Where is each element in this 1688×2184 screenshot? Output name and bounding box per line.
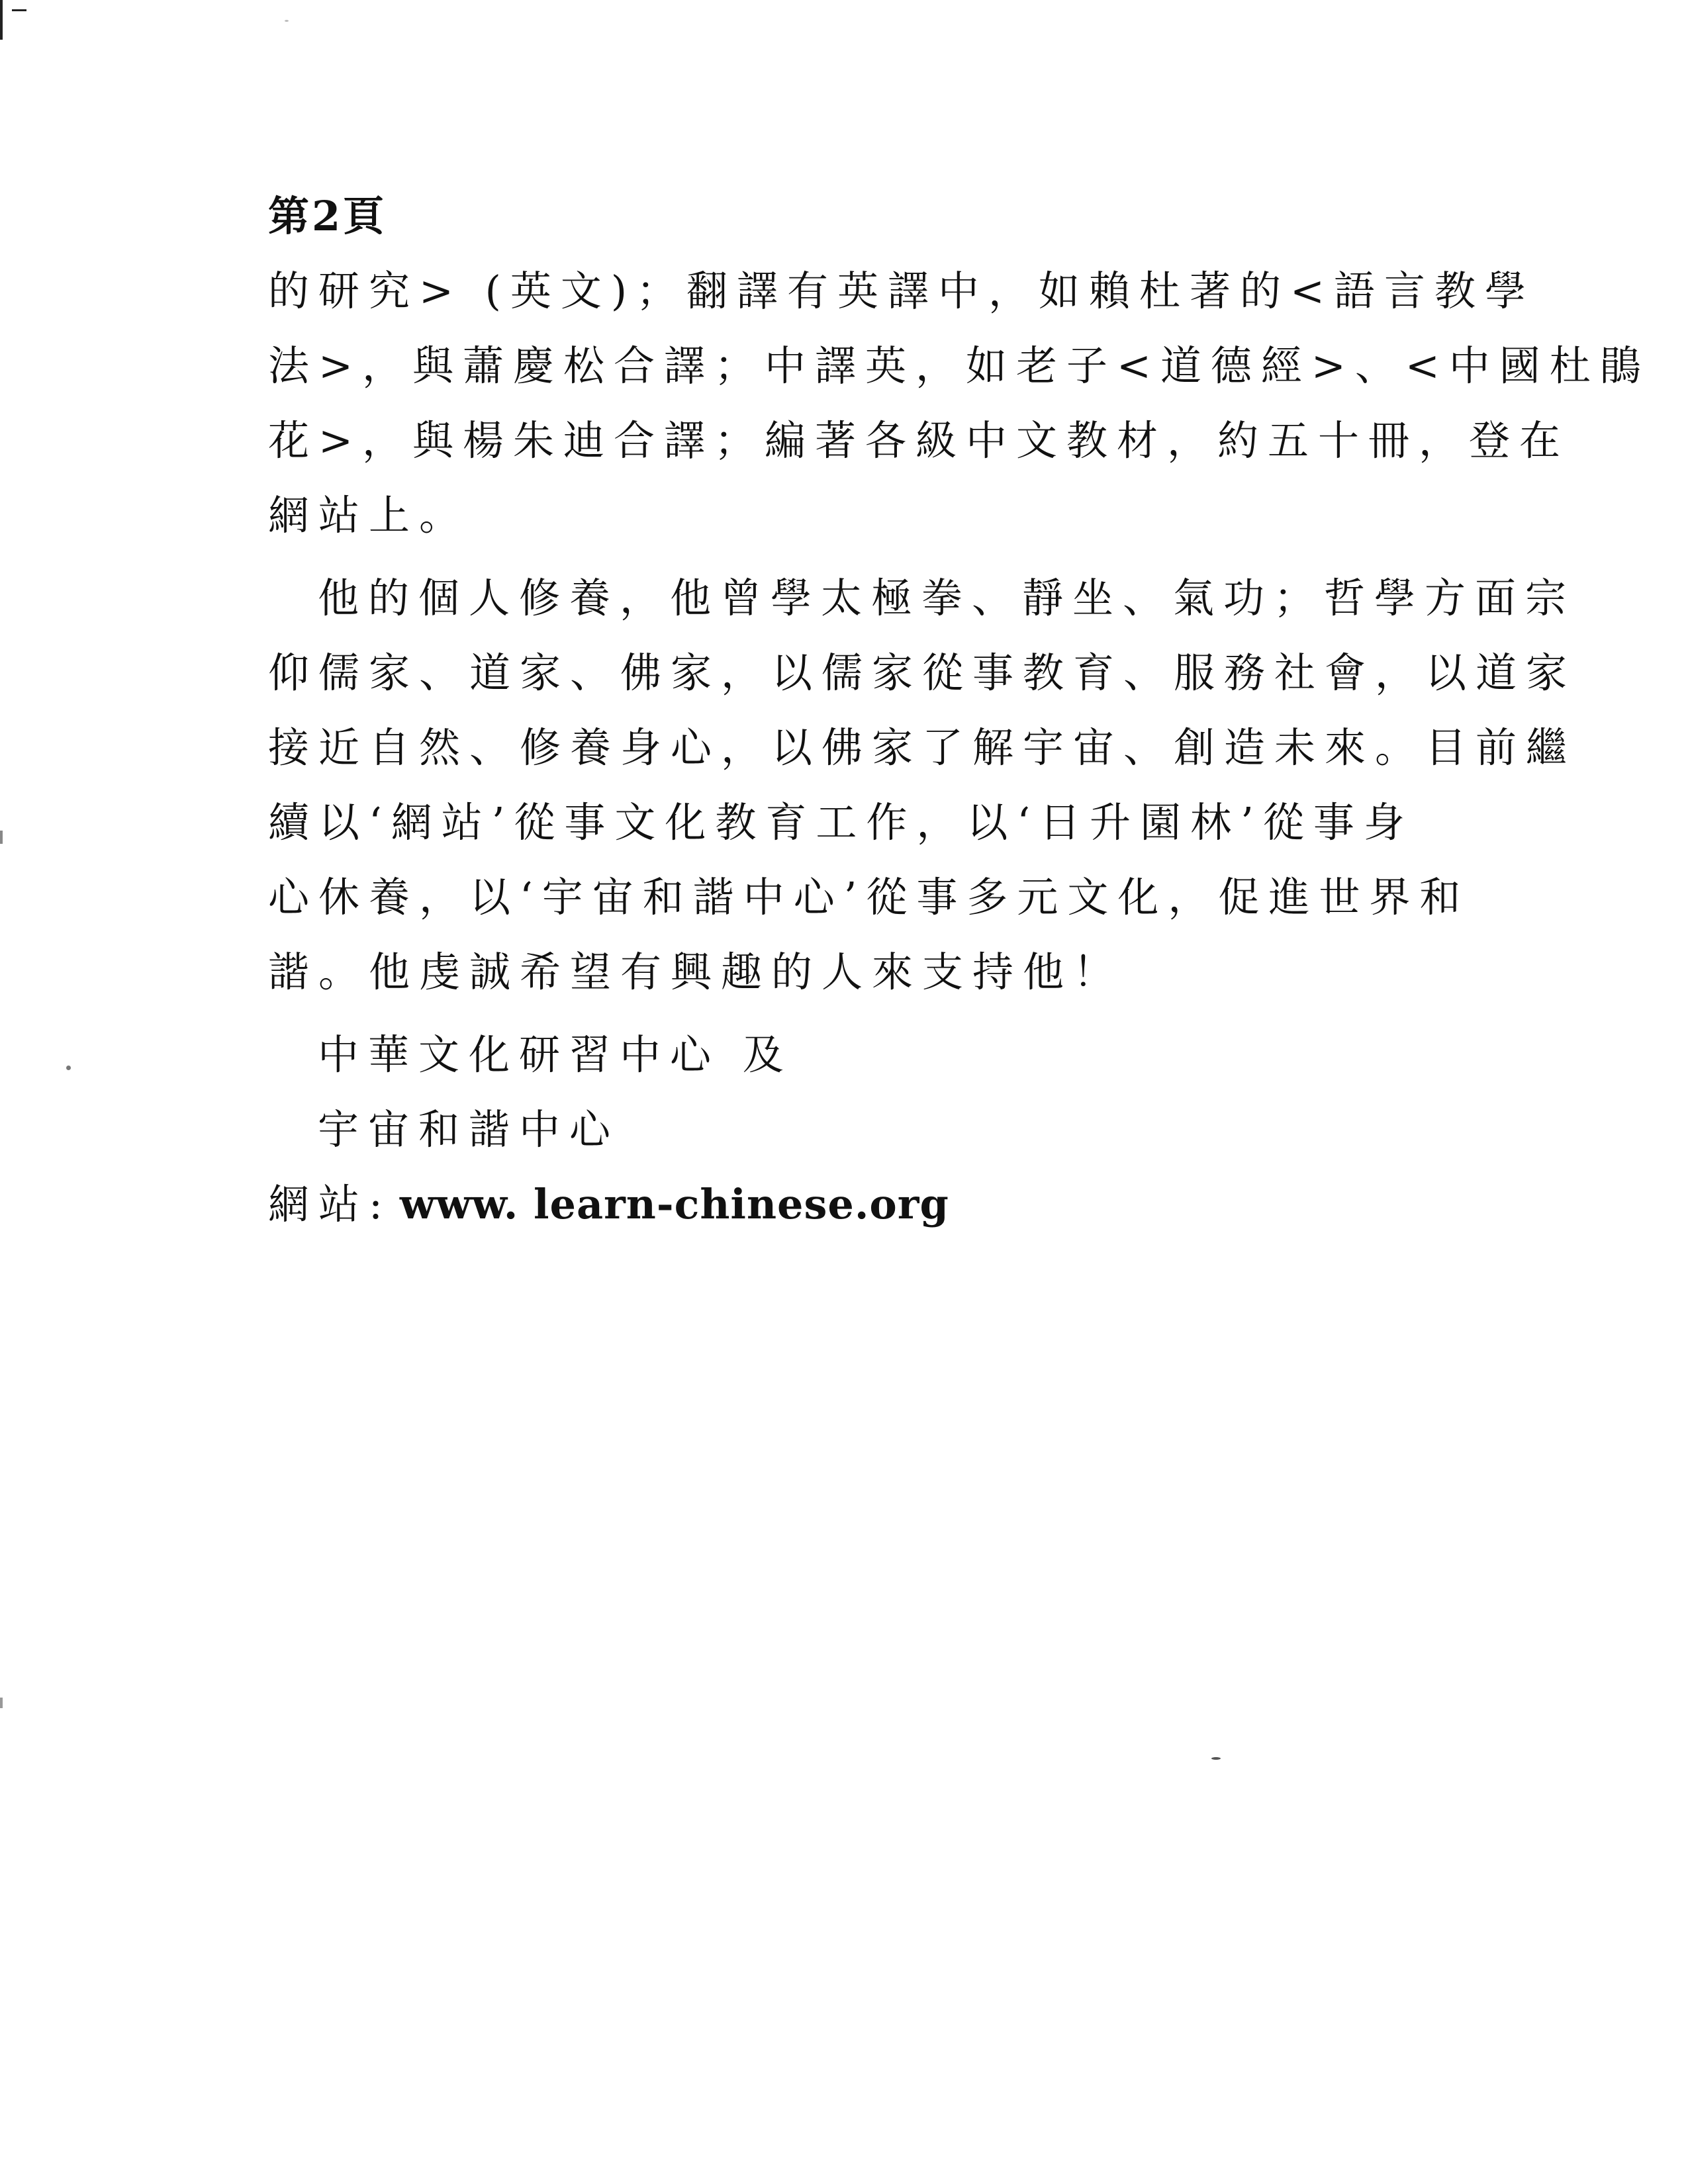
scan-edge-mark xyxy=(0,0,3,40)
scan-speck xyxy=(285,20,289,22)
scan-edge-mark xyxy=(0,1698,3,1708)
paragraph-2 xyxy=(268,561,1577,1009)
paragraph-line: 仰儒家、道家、佛家，以儒家從事教育、服務社會，以道家 xyxy=(268,649,1577,697)
paragraph-line: 接近自然、修養身心，以佛家了解宇宙、創造未來。目前繼 xyxy=(268,723,1577,772)
signature-organization: 宇宙和諧中心 xyxy=(318,1105,620,1154)
website-url: www. learn-chinese.org xyxy=(399,1180,949,1228)
paragraph-line: 諧。他虔誠希望有興趣的人來支持他！ xyxy=(268,948,1124,996)
paragraph-line: 他的個人修養，他曾學太極拳、靜坐、氣功；哲學方面宗 xyxy=(318,574,1576,622)
signature-organization: 中華文化研習中心 及 xyxy=(318,1030,793,1079)
scan-speck xyxy=(66,1066,71,1070)
paragraph-1 xyxy=(268,253,1650,553)
page-header: 第2頁 xyxy=(268,192,387,240)
document-body xyxy=(268,179,1650,1242)
paragraph-line: 網站上。 xyxy=(268,491,470,539)
scan-edge-mark xyxy=(0,831,3,844)
website-line xyxy=(268,1167,1460,1242)
signature-block xyxy=(268,1017,1460,1167)
paragraph-line: 法>，與蕭慶松合譯；中譯英，如老子<道德經>、<中國杜鵑 xyxy=(268,341,1650,390)
scan-edge-mark xyxy=(12,9,26,11)
website-label: 網站: xyxy=(268,1180,392,1228)
paragraph-line: 續以‘網站’從事文化教育工作，以‘日升園林’從事身 xyxy=(268,798,1414,846)
paragraph-line: 花>，與楊朱迪合譯；編著各級中文教材，約五十冊，登在 xyxy=(268,416,1570,465)
scan-speck xyxy=(1211,1757,1221,1760)
paragraph-line: 心休養，以‘宇宙和諧中心’從事多元文化，促進世界和 xyxy=(268,873,1470,921)
paragraph-line: 的研究> (英文)；翻譯有英譯中，如賴杜著的<語言教學 xyxy=(268,267,1535,315)
